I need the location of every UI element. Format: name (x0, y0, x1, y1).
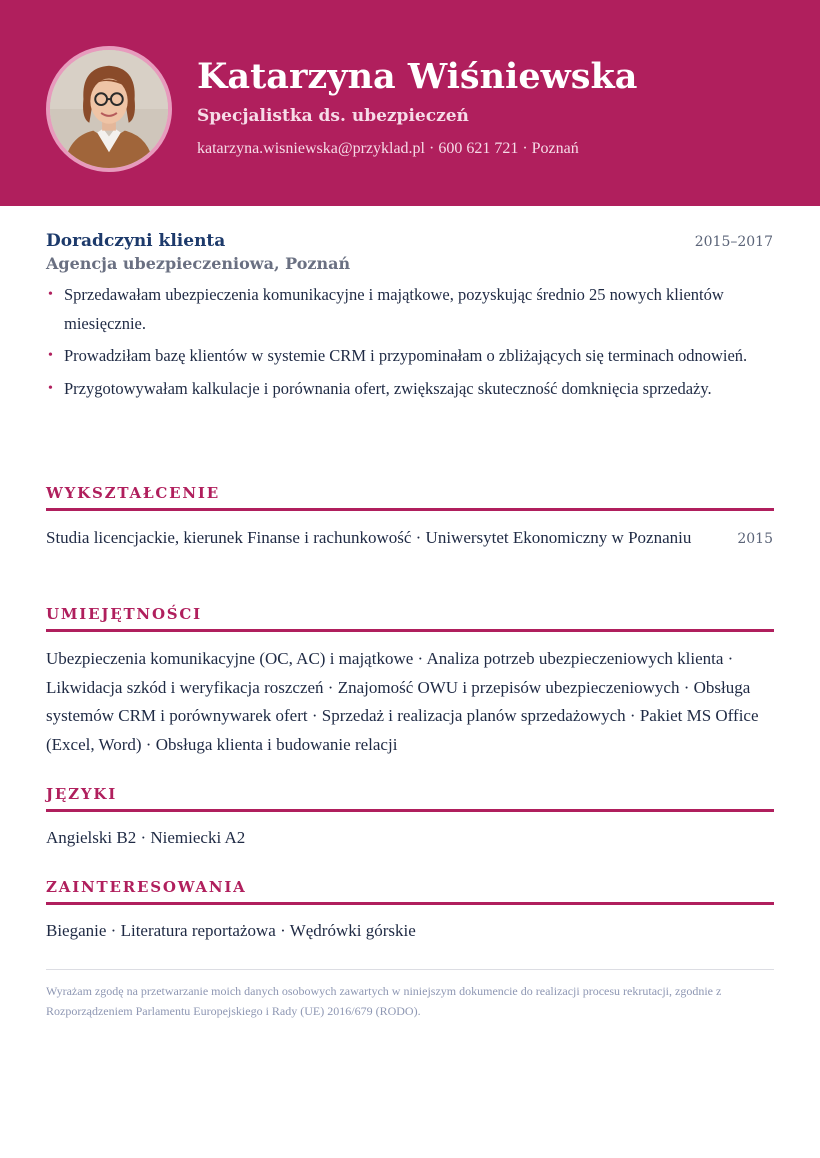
bullet-icon: • (48, 348, 53, 363)
bullet-icon: • (48, 380, 53, 396)
divider (46, 969, 774, 970)
interests-text: Bieganie · Literatura reportażowa · Wędrówki górskie (46, 921, 416, 940)
job-years: 2015–2017 (694, 234, 773, 250)
job-bullets (46, 281, 774, 407)
education-text: Studia licencjackie, kierunek Finanse i rachunkowość · Uniwersytet Ekonomiczny w Poznaniu (46, 528, 692, 547)
list-item: • Przygotowywałam kalkulacje i porównania ofert, zwiększając skuteczność domknięcia sprzedaży. (46, 375, 774, 404)
education-heading: WYKSZTAŁCENIE (46, 484, 774, 511)
bullet-icon: • (48, 287, 53, 302)
list-item: • Prowadziłam bazę klientów w systemie CRM i przypominałam o zbliżających się terminach odnowień. (46, 342, 774, 371)
gdpr-consent: Wyrażam zgodę na przetwarzanie moich danych osobowych zawartych w niniejszym dokumencie do realizacji procesu rekrutacji, zgodnie z Rozporządzeniem Parlamentu Europejskiego i Rady (UE) 2016/679 (RODO). (46, 984, 722, 1018)
contact-line: katarzyna.wisniewska@przyklad.pl · 600 621 721 · Poznań (197, 140, 579, 157)
skills-text: Ubezpieczenia komunikacyjne (OC, AC) i majątkowe · Analiza potrzeb ubezpieczeniowych klienta · Likwidacja szkód i weryfikacja roszczeń · Znajomość OWU i przepisów ubezpieczeniowych · Obsługa systemów CRM i porównywarek ofert · Sprzedaż i realizacja planów sprzedażowych · Pakiet MS Office (Excel, Word) · Obsługa klienta i budowanie relacji (46, 649, 759, 754)
languages-text: Angielski B2 · Niemiecki A2 (46, 828, 246, 847)
header-banner (0, 0, 820, 206)
avatar (46, 46, 172, 172)
list-item: • Sprzedawałam ubezpieczenia komunikacyjne i majątkowe, pozyskując średnio 25 nowych klientów miesięcznie. (46, 281, 774, 338)
profile-photo (50, 50, 168, 168)
candidate-role: Specjalistka ds. ubezpieczeń (197, 106, 469, 126)
job-company: Agencja ubezpieczeniowa, Poznań (46, 254, 351, 273)
candidate-name: Katarzyna Wiśniewska (197, 56, 638, 97)
skills-heading: UMIEJĘTNOŚCI (46, 605, 774, 632)
interests-heading: ZAINTERESOWANIA (46, 878, 774, 905)
education-year: 2015 (737, 531, 773, 547)
job-title: Doradczyni klienta (46, 231, 226, 251)
languages-heading: JĘZYKI (46, 785, 774, 812)
